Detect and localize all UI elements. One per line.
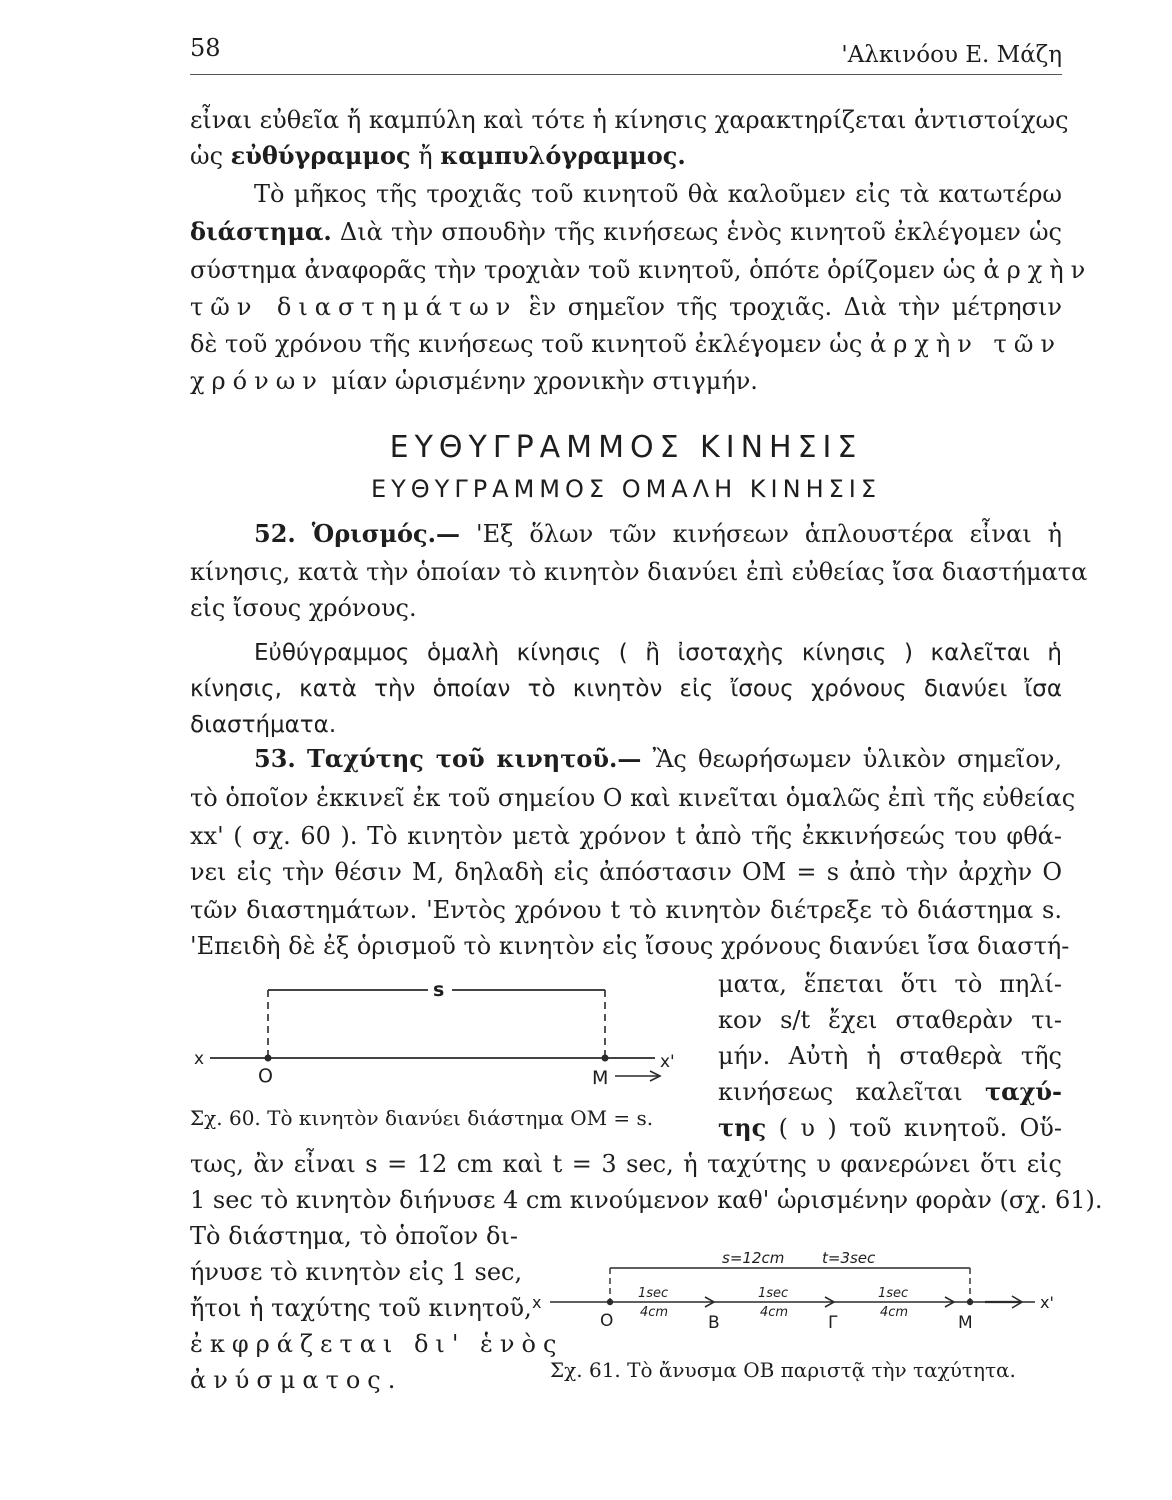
page-header bbox=[190, 34, 1062, 75]
para53-line-3: xx' ( σχ. 60 ). Τὸ κινητὸν μετὰ χρόνον t ἀπὸ τῆς ἐκκινήσεώς του φθά- bbox=[190, 822, 1062, 850]
fig61-label-x-prime: x' bbox=[1040, 1293, 1054, 1312]
term-rectilinear: εὐθύγραμμος bbox=[230, 141, 411, 170]
para52-number: 52. bbox=[254, 519, 296, 548]
fig61-label-s: s=12cm bbox=[722, 1250, 785, 1267]
term-velocity: ταχύ- bbox=[984, 1077, 1062, 1106]
para52-line-2: κίνησις, κατὰ τὴν ὁποίαν τὸ κινητὸν διανύει ἐπὶ εὐθείας ἴσα διαστήματα bbox=[190, 558, 1088, 586]
running-head: 'Αλκινόου Ε. Μάζη bbox=[841, 42, 1062, 68]
intro-p2-line-2: διάστημα. Διὰ τὴν σπουδὴν τῆς κινήσεως ἑνὸς κινητοῦ ἐκλέγομεν ὡς bbox=[190, 217, 1062, 246]
intro-p2-line-4: τῶν διαστημάτων ἓν σημεῖον τῆς τροχιᾶς. Διὰ τὴν μέτρησιν bbox=[190, 293, 1062, 321]
fig61-seg3-time: 1sec bbox=[878, 1286, 909, 1301]
para53-line-6: 'Επειδὴ δὲ ἐξ ὁρισμοῦ τὸ κινητὸν εἰς ἴσους χρόνους διανύει ἴσα διαστή- bbox=[190, 932, 1070, 960]
fig60-label-x: x bbox=[194, 1049, 205, 1069]
para52-line-3: εἰς ἴσους χρόνους. bbox=[190, 594, 417, 622]
fig60-point-m bbox=[602, 1055, 609, 1062]
intro-p2-line-3: σύστημα ἀναφορᾶς τὴν τροχιὰν τοῦ κινητοῦ, ὁπότε ὁρίζομεν ὡς ἀρχὴν bbox=[190, 256, 1093, 284]
page-number: 58 bbox=[190, 34, 221, 62]
fig61-seg1-len: 4cm bbox=[640, 1305, 669, 1320]
para52-def-line-1: Εὐθύγραμμος ὁμαλὴ κίνησις ( ἢ ἰσοταχὴς κίνησις ) καλεῖται ἡ bbox=[254, 640, 1062, 666]
figure-60-caption: Σχ. 60. Τὸ κινητὸν διανύει διάστημα ΟΜ = s. bbox=[190, 1106, 654, 1130]
para53-heading: Ταχύτης τοῦ κινητοῦ.— bbox=[306, 744, 642, 773]
para53-line-4: νει εἰς τὴν θέσιν Μ, δηλαδὴ εἰς ἀπόστασιν ΟΜ = s ἀπὸ τὴν ἀρχὴν Ο bbox=[190, 858, 1062, 886]
para53-side-4: κινήσεως καλεῖται ταχύ- bbox=[718, 1077, 1062, 1106]
intro-line-2: ὡς εὐθύγραμμος ἤ καμπυλόγραμμος. bbox=[190, 141, 686, 170]
para53-left-2: ήνυσε τὸ κινητὸν εἰς 1 sec, bbox=[190, 1258, 523, 1286]
para53-line-8: 1 sec τὸ κινητὸν διήνυσε 4 cm κινούμενον καθ' ὡρισμένην φορὰν (σχ. 61). bbox=[190, 1186, 1103, 1214]
intro-p2-line-6: χρόνων μίαν ὡρισμένην χρονικὴν στιγμήν. bbox=[190, 367, 758, 395]
para53-line-1: 53. Ταχύτης τοῦ κινητοῦ.— Ἂς θεωρήσωμεν ὑλικὸν σημεῖον, bbox=[254, 744, 1062, 773]
fig60-label-x-prime: x' bbox=[660, 1052, 675, 1072]
section-title: ΕΥΘΥΓΡΑΜΜΟΣ ΚΙΝΗΣΙΣ bbox=[389, 430, 863, 465]
fig60-label-m: Μ bbox=[592, 1067, 609, 1089]
para53-side-2: κον s/t ἔχει σταθερὰν τι- bbox=[718, 1006, 1062, 1034]
para53-left-1: Τὸ διάστημα, τὸ ὁποῖον δι- bbox=[190, 1222, 518, 1250]
term-curvilinear: καμπυλόγραμμος. bbox=[440, 141, 686, 170]
para53-line-2: τὸ ὁποῖον ἐκκινεῖ ἐκ τοῦ σημείου Ο καὶ κινεῖται ὁμαλῶς ἐπὶ τῆς εὐθείας bbox=[190, 784, 1076, 812]
fig61-point-o bbox=[607, 1299, 613, 1305]
fig61-seg2-len: 4cm bbox=[760, 1305, 789, 1320]
fig60-point-o bbox=[265, 1055, 272, 1062]
fig61-label-g: Γ bbox=[828, 1313, 838, 1333]
para53-left-3: ἤτοι ἡ ταχύτης τοῦ κινητοῦ, bbox=[190, 1294, 532, 1322]
para53-left-5: ἀνύσματος. bbox=[190, 1366, 403, 1394]
para53-side-3: μήν. Αὐτὴ ἡ σταθερὰ τῆς bbox=[718, 1042, 1062, 1070]
fig61-point-m bbox=[967, 1299, 973, 1305]
fig61-seg3-len: 4cm bbox=[880, 1305, 909, 1320]
para52-line-1: 52. Ὁρισμός.— 'Εξ ὅλων τῶν κινήσεων ἁπλουστέρα εἶναι ἡ bbox=[254, 519, 1062, 548]
fig61-seg2-time: 1sec bbox=[758, 1286, 789, 1301]
fig61-label-o: Ο bbox=[600, 1311, 614, 1331]
para53-line-7: τως, ἂν εἶναι s = 12 cm καὶ t = 3 sec, ἡ ταχύτης υ φανερώνει ὅτι εἰς bbox=[190, 1150, 1062, 1178]
para52-def-line-3: διαστήματα. bbox=[190, 712, 337, 738]
fig61-label-x: x bbox=[532, 1293, 542, 1312]
figure-61 bbox=[530, 1250, 1070, 1350]
para52-def-line-2: κίνησις, κατὰ τὴν ὁποίαν τὸ κινητὸν εἰς ἴσους χρόνους διανύει ἴσα bbox=[190, 676, 1062, 702]
para52-heading: Ὁρισμός.— bbox=[311, 519, 461, 548]
para53-line-5: τῶν διαστημάτων. 'Εντὸς χρόνου t τὸ κινητὸν διέτρεξε τὸ διάστημα s. bbox=[190, 896, 1062, 924]
fig61-label-m: Μ bbox=[958, 1313, 973, 1333]
figure-60 bbox=[190, 978, 710, 1090]
fig61-label-t: t=3sec bbox=[822, 1250, 876, 1267]
fig61-label-b: Β bbox=[708, 1313, 720, 1333]
section-subtitle: ΕΥΘΥΓΡΑΜΜΟΣ ΟΜΑΛΗ ΚΙΝΗΣΙΣ bbox=[370, 475, 882, 503]
para53-side-5: της ( υ ) τοῦ κινητοῦ. Οὕ- bbox=[718, 1113, 1062, 1142]
intro-p2-line-1: Τὸ μῆκος τῆς τροχιᾶς τοῦ κινητοῦ θὰ καλοῦμεν εἰς τὰ κατωτέρω bbox=[254, 180, 1062, 208]
intro-line-1: εἶναι εὐθεῖα ἤ καμπύλη καὶ τότε ἡ κίνησις χαρακτηρίζεται ἀντιστοίχως bbox=[190, 106, 1069, 134]
intro-p2-line-5: δὲ τοῦ χρόνου τῆς κινήσεως τοῦ κινητοῦ ἐκλέγομεν ὡς ἀρχὴν τῶν bbox=[190, 330, 1062, 358]
fig60-label-o: Ο bbox=[258, 1065, 273, 1087]
para53-left-4: ἐκφράζεται δι' ἑνὸς bbox=[190, 1330, 564, 1358]
term-distance: διάστημα. bbox=[190, 217, 332, 246]
para53-number: 53. bbox=[254, 744, 296, 773]
figure-61-caption: Σχ. 61. Τὸ ἄνυσμα ΟΒ παριστᾷ τὴν ταχύτητα. bbox=[550, 1358, 1016, 1382]
fig61-seg1-time: 1sec bbox=[638, 1286, 669, 1301]
fig60-label-s: s bbox=[433, 979, 445, 1001]
para53-side-1: ματα, ἕπεται ὅτι τὸ πηλί- bbox=[718, 970, 1062, 998]
